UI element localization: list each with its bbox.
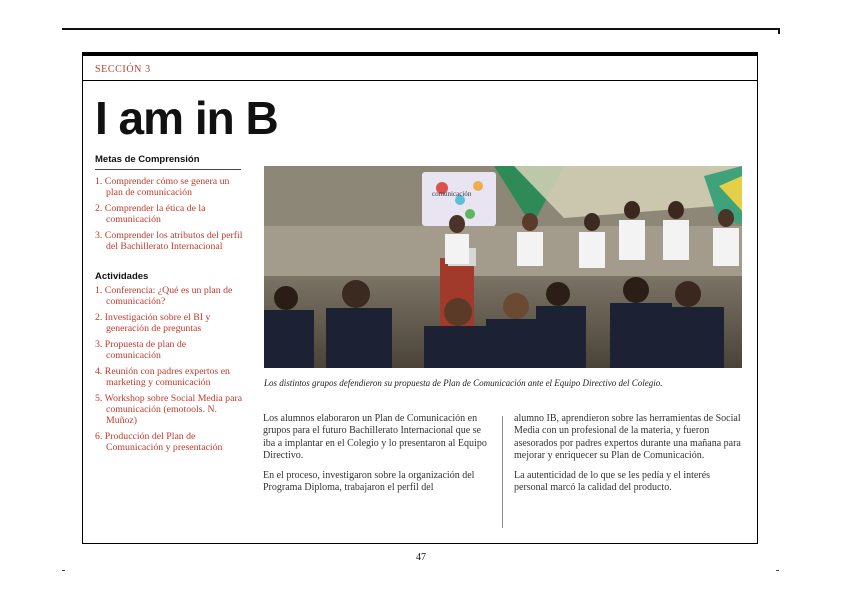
activity-item: 6. Producción del Plan de Comunicación y presentación [95,431,223,453]
photo-illustration [264,166,742,368]
paragraph: La autenticidad de lo que se les pedía y el interés personal marcó la calidad del producto. [514,469,711,494]
paragraph: Los alumnos elaboraron un Plan de Comunicación en grupos para el futuro Bachillerato Internacional que se iba a implantar en el Colegio y lo presentaron al Equipo Directivo. [263,413,487,462]
paragraph: alumno IB, aprendieron sobre las herramientas de Social Media con un profesional de la materia, y fueron asesorados por padres expertos durante una mañana para mejorar y enriquecer su Plan de Comunicación. [514,413,741,462]
corner-mark-left [62,570,65,571]
goal-item: 1. Comprender cómo se genera un plan de comunicación [95,176,230,198]
photo-caption: Los distintos grupos defendieron su propuesta de Plan de Comunicación ante el Equipo Directivo del Colegio. [264,378,663,388]
activity-item: 5. Workshop sobre Social Media para comunicación (emotools. N. Muñoz) [95,393,243,426]
activity-item: 3. Propuesta de plan de comunicación [95,339,187,361]
goals-heading: Metas de Comprensión [95,154,241,170]
activity-item: 2. Investigación sobre el BI y generación de preguntas [95,312,211,334]
activity-item: 4. Reunión con padres expertos en marketing y comunicación [95,366,230,388]
presentation-photo [264,166,742,368]
section-label: SECCIÓN 3 [95,64,151,75]
column-divider [502,416,503,528]
activities-list [95,285,243,453]
page-number: 47 [416,552,426,563]
board-label: comunicación [432,190,472,198]
body-column-left [263,413,493,501]
corner-mark-right [776,570,779,571]
top-rule [62,28,780,30]
goal-item: 2. Comprender la ética de la comunicación [95,203,206,225]
sidebar [95,154,243,458]
goals-list [95,176,243,252]
body-column-right [514,413,744,501]
activity-item: 1. Conferencia: ¿Qué es un plan de comunicación? [95,285,233,307]
audience [264,277,724,368]
page-frame [82,52,758,544]
chapter-title: I am in B [95,92,278,144]
paragraph: En el proceso, investigaron sobre la organización del Programa Diploma, trabajaron el perfil del [263,469,475,494]
top-rule-end [778,28,780,34]
goal-item: 3. Comprender los atributos del perfil del Bachillerato Internacional [95,230,243,252]
activities-heading: Actividades [95,271,149,282]
section-rule [83,80,757,81]
